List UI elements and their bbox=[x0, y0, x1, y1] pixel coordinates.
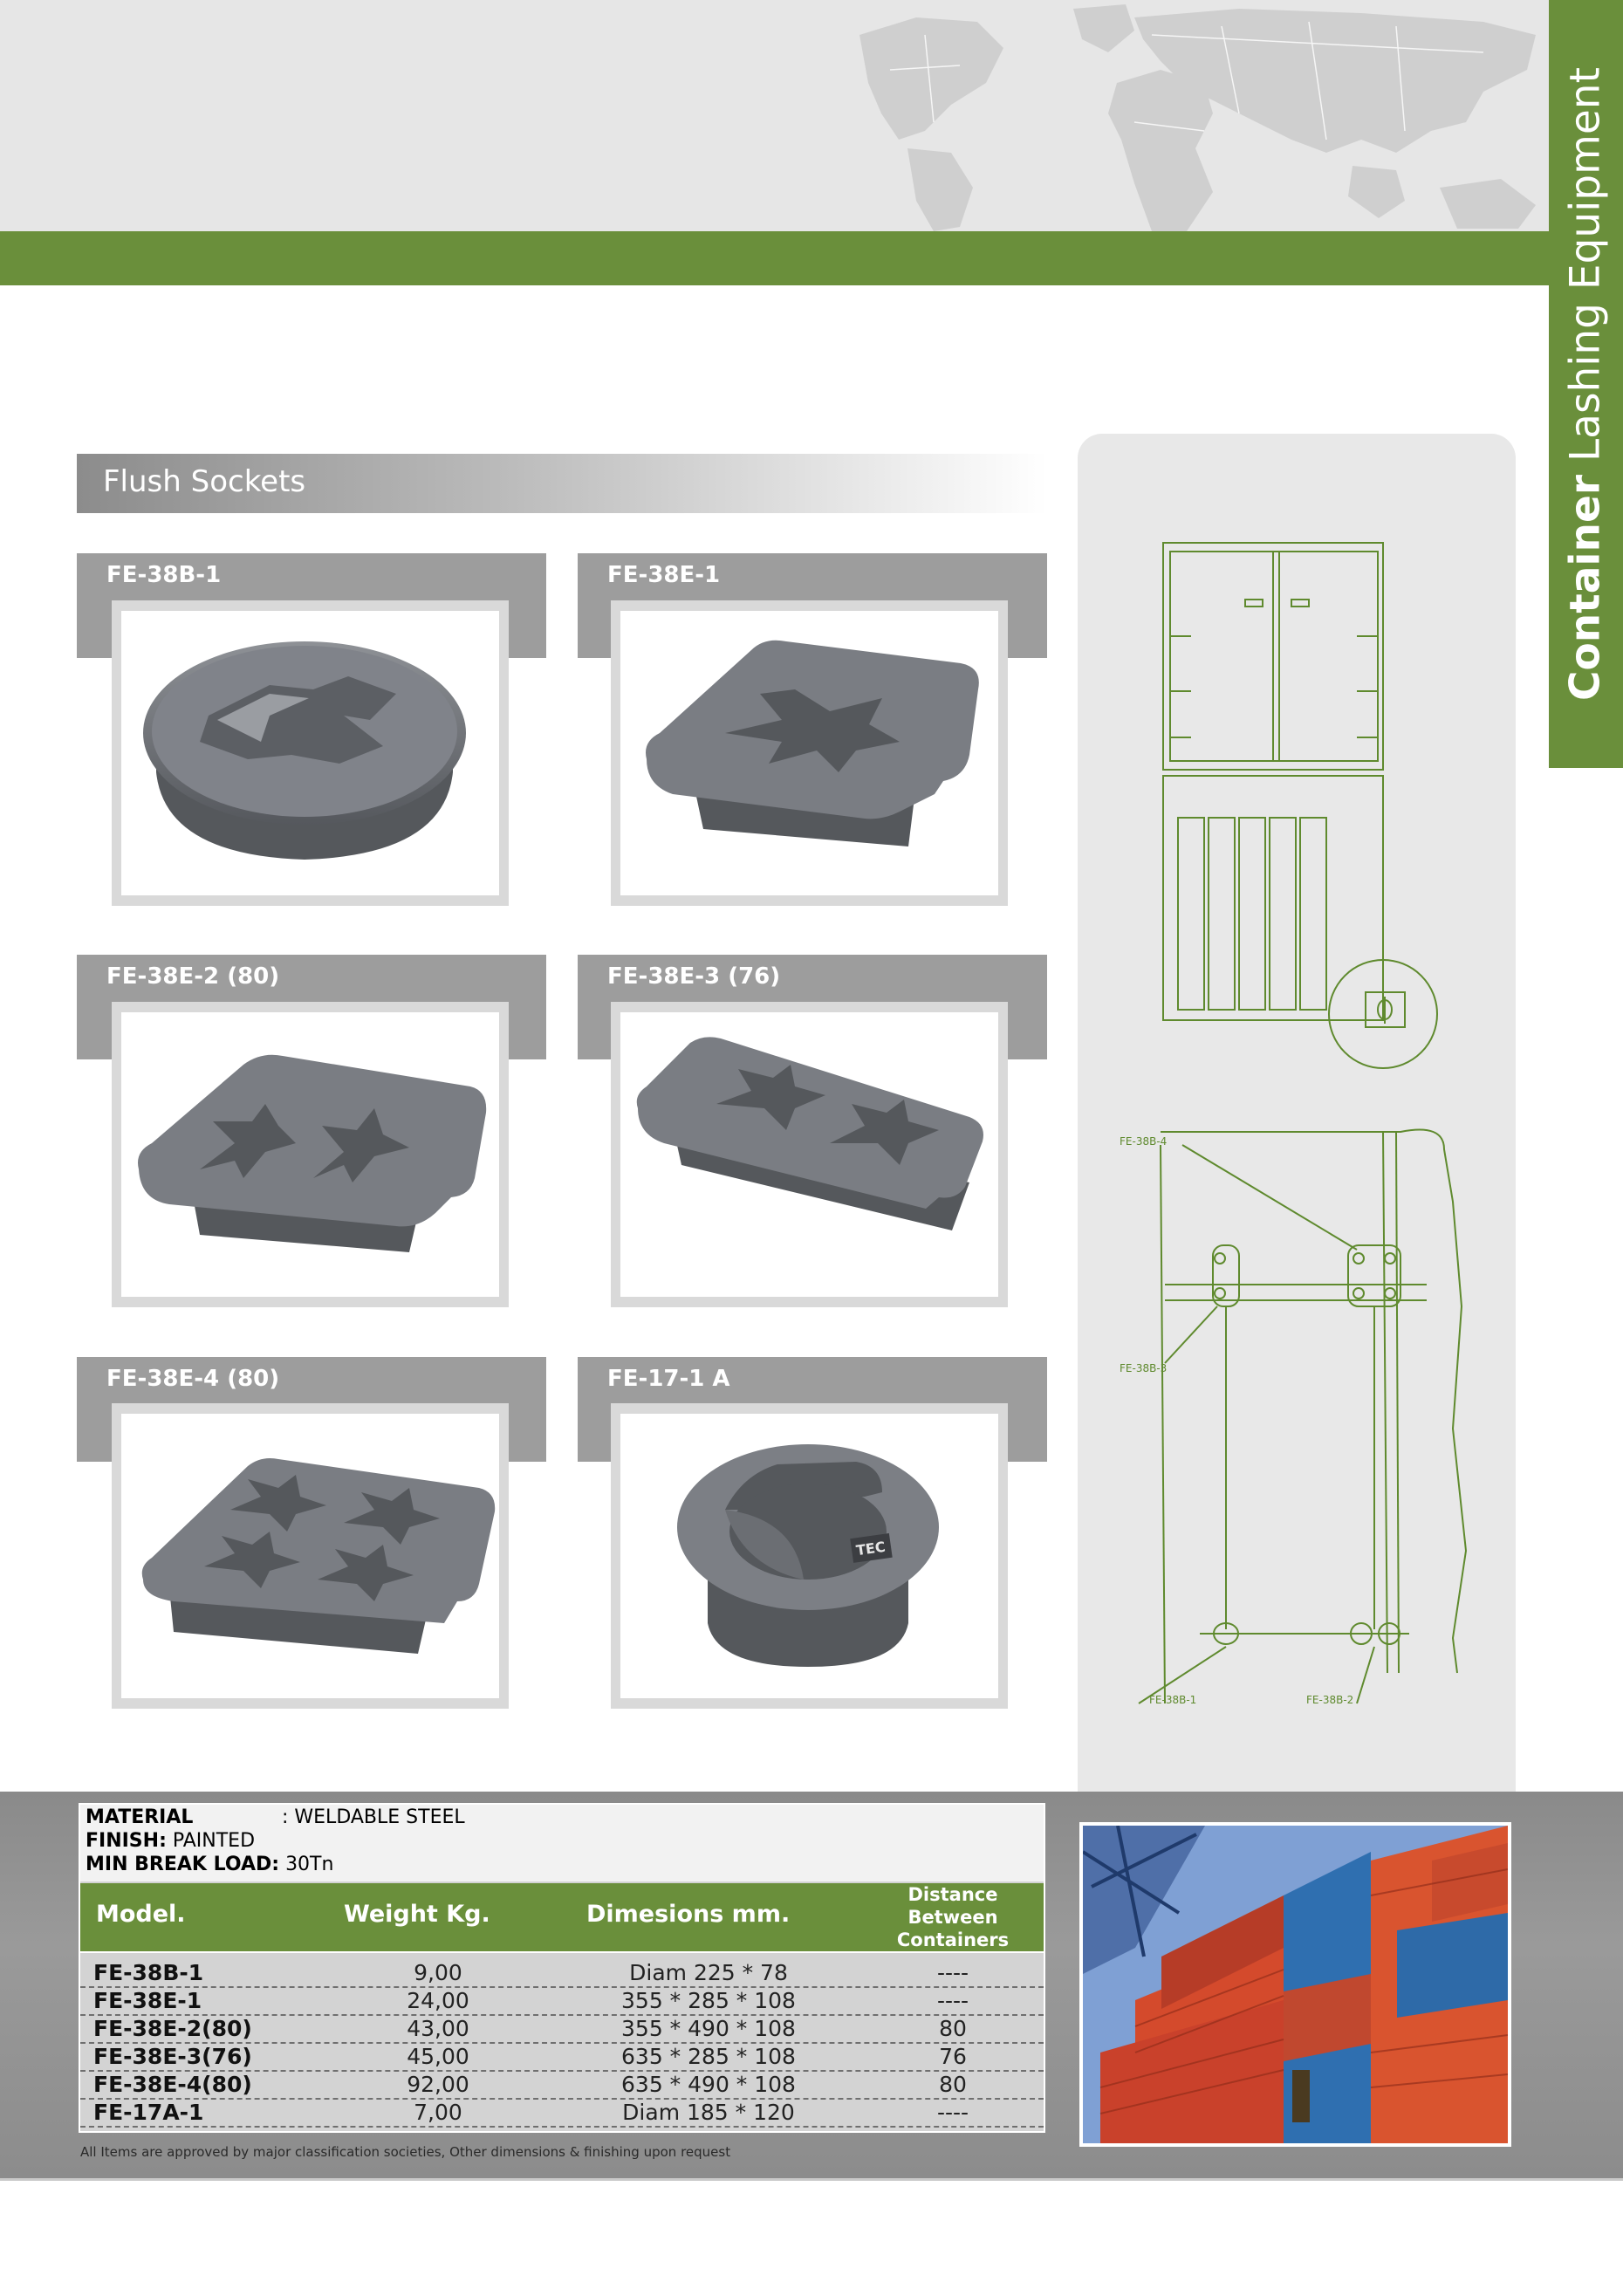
round-flush-socket-image bbox=[121, 611, 499, 895]
cell-weight: 43,00 bbox=[407, 2016, 469, 2041]
table-row bbox=[80, 2098, 1044, 2128]
cell-distance: ---- bbox=[936, 1960, 969, 1985]
cell-weight: 45,00 bbox=[407, 2044, 469, 2069]
drawing-label: FE-38B-4 bbox=[1120, 1135, 1168, 1148]
side-tab bbox=[1549, 0, 1623, 768]
product-image-frame bbox=[611, 1002, 1008, 1307]
header-distance: Distance Between Containers bbox=[896, 1884, 1010, 1950]
header-dimensions: Dimesions mm. bbox=[586, 1901, 791, 1928]
product-image bbox=[121, 1012, 499, 1297]
cell-dimensions: 635 * 490 * 108 bbox=[621, 2072, 796, 2097]
cell-weight: 9,00 bbox=[414, 1960, 462, 1985]
cell-dimensions: 635 * 285 * 108 bbox=[621, 2044, 796, 2069]
product-label: FE-38E-1 bbox=[607, 562, 721, 588]
header-band bbox=[0, 0, 1549, 231]
side-tab-title-bold: Container bbox=[1561, 474, 1610, 702]
cell-model: FE-38E-1 bbox=[93, 1988, 202, 2013]
cell-distance: 76 bbox=[939, 2044, 967, 2069]
round-flush-socket-tec-image bbox=[620, 1414, 998, 1698]
cell-weight: 24,00 bbox=[407, 1988, 469, 2013]
product-image bbox=[620, 611, 998, 895]
finish-line bbox=[86, 1830, 255, 1852]
cell-dimensions: Diam 225 * 78 bbox=[629, 1960, 788, 1985]
container-stack-photo bbox=[1079, 1822, 1511, 2147]
drawing-label: FE-38B-1 bbox=[1149, 1694, 1197, 1706]
double-cross-flush-socket-image bbox=[121, 1012, 499, 1297]
spec-table-box bbox=[79, 1803, 1045, 2133]
product-image-frame bbox=[611, 1403, 1008, 1709]
single-cross-flush-socket-image bbox=[620, 611, 998, 895]
product-image-frame bbox=[611, 600, 1008, 906]
load-label: MIN BREAK LOAD: bbox=[86, 1854, 280, 1875]
container-stack-image bbox=[1083, 1826, 1508, 2143]
header-model: Model. bbox=[96, 1901, 186, 1928]
material-info bbox=[80, 1805, 1044, 1881]
cell-model: FE-38B-1 bbox=[93, 1960, 204, 1985]
cell-weight: 7,00 bbox=[414, 2100, 462, 2125]
cell-distance: ---- bbox=[936, 1988, 969, 2013]
product-label: FE-17-1 A bbox=[607, 1366, 730, 1392]
cell-weight: 92,00 bbox=[407, 2072, 469, 2097]
material-label: MATERIAL bbox=[86, 1806, 194, 1828]
cell-distance: 80 bbox=[939, 2016, 967, 2041]
material-value: : WELDABLE STEEL bbox=[282, 1806, 465, 1828]
world-map-graphic bbox=[0, 0, 1549, 231]
finish-label: FINISH: bbox=[86, 1830, 167, 1852]
table-row bbox=[80, 2070, 1044, 2100]
product-label: FE-38E-2 (80) bbox=[106, 963, 280, 990]
technical-drawing-panel bbox=[1078, 434, 1516, 1795]
product-image-frame bbox=[112, 1002, 509, 1307]
drawing-label: FE-38B-3 bbox=[1120, 1362, 1168, 1374]
cell-dimensions: 355 * 285 * 108 bbox=[621, 1988, 796, 2013]
table-row bbox=[80, 2014, 1044, 2044]
section-title: Flush Sockets bbox=[103, 464, 306, 499]
cell-model: FE-38E-3(76) bbox=[93, 2044, 252, 2069]
svg-text:TEC: TEC bbox=[854, 1538, 887, 1559]
product-label: FE-38B-1 bbox=[106, 562, 222, 588]
load-value: 30Tn bbox=[285, 1854, 334, 1875]
cell-dimensions: 355 * 490 * 108 bbox=[621, 2016, 796, 2041]
product-image-frame bbox=[112, 600, 509, 906]
drawing-label: FE-38B-2 bbox=[1306, 1694, 1354, 1706]
product-label: FE-38E-3 (76) bbox=[607, 963, 781, 990]
product-label: FE-38E-4 (80) bbox=[106, 1366, 280, 1392]
product-image bbox=[121, 611, 499, 895]
material-line bbox=[86, 1806, 465, 1828]
side-tab-title bbox=[1562, 67, 1610, 701]
footnote: All Items are approved by major classification societies, Other dimensions & finishing upon request bbox=[80, 2144, 731, 2160]
side-tab-title-light: Lashing Equipment bbox=[1561, 66, 1610, 462]
cell-distance: ---- bbox=[936, 2100, 969, 2125]
finish-value: PAINTED bbox=[172, 1830, 256, 1852]
section-header bbox=[77, 454, 1047, 513]
product-image bbox=[121, 1414, 499, 1698]
cell-model: FE-17A-1 bbox=[93, 2100, 204, 2125]
product-image bbox=[620, 1414, 998, 1698]
cell-distance: 80 bbox=[939, 2072, 967, 2097]
table-header bbox=[80, 1883, 1044, 1953]
footer-divider bbox=[0, 2178, 1623, 2181]
header-green-bar bbox=[0, 231, 1549, 285]
cell-dimensions: Diam 185 * 120 bbox=[622, 2100, 795, 2125]
double-cross-long-flush-socket-image bbox=[620, 1012, 998, 1297]
table-row bbox=[80, 1958, 1044, 1988]
header-weight: Weight Kg. bbox=[344, 1901, 490, 1928]
product-image bbox=[620, 1012, 998, 1297]
table-row bbox=[80, 1986, 1044, 2016]
load-line bbox=[86, 1854, 333, 1875]
table-row bbox=[80, 2042, 1044, 2072]
container-technical-drawing bbox=[1078, 434, 1516, 1795]
quad-cross-flush-socket-image bbox=[121, 1414, 499, 1698]
cell-model: FE-38E-2(80) bbox=[93, 2016, 252, 2041]
cell-model: FE-38E-4(80) bbox=[93, 2072, 252, 2097]
product-image-frame bbox=[112, 1403, 509, 1709]
